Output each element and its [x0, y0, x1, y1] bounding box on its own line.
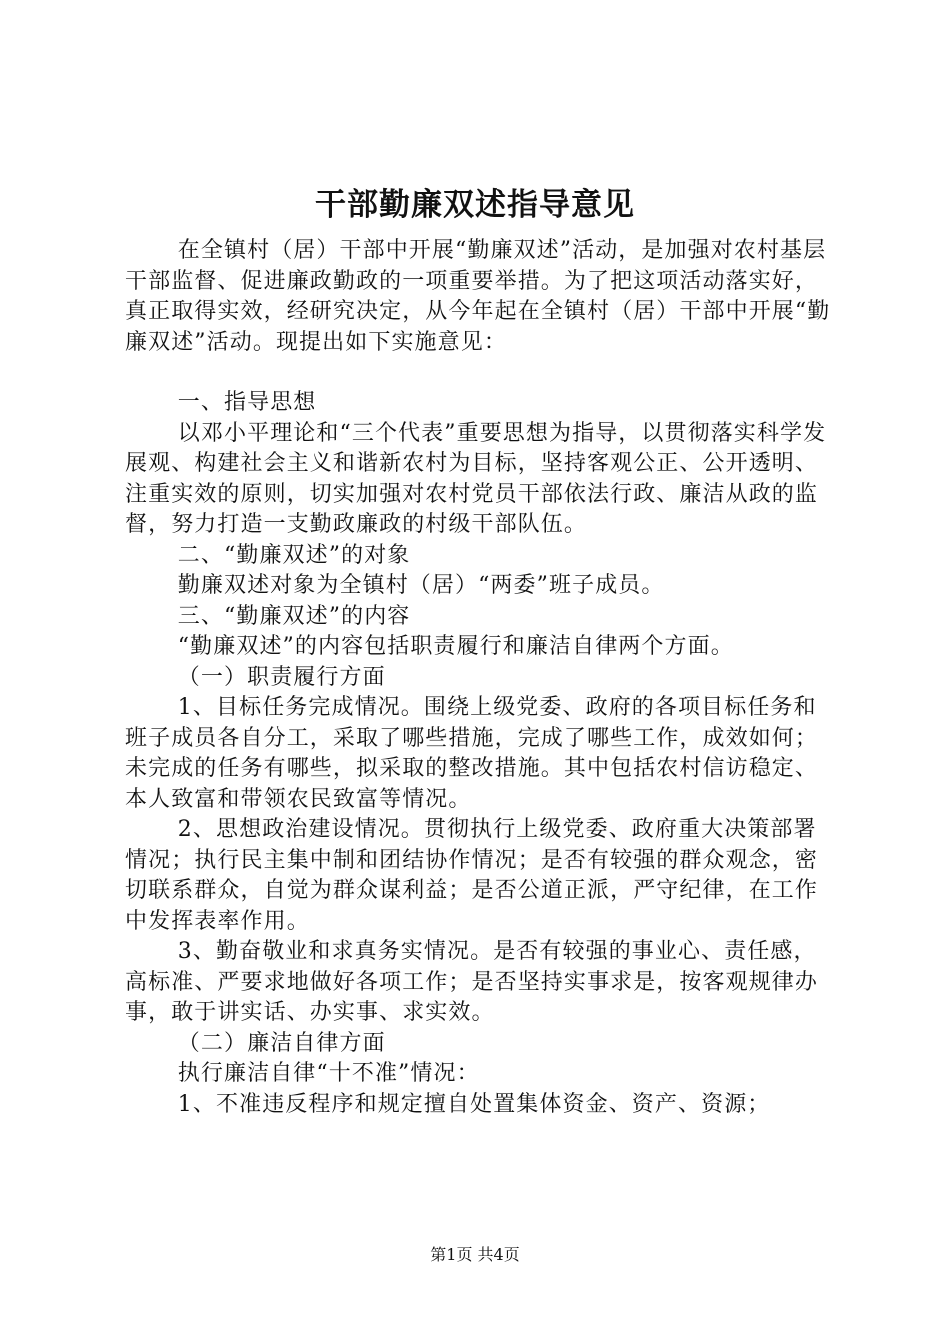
section-3-heading: 三、“勤廉双述”的内容 [177, 603, 411, 629]
paragraph-gap [125, 358, 835, 388]
subsection-2-paragraph: 执行廉洁自律“十不准”情况： [177, 1061, 480, 1086]
item-1-paragraph: 1、目标任务完成情况。围绕上级党委、政府的各项目标任务和班子成员各自分工，采取了哪些措施，完成了哪些工作，成效如何；未完成的任务有哪些，拟采取的整改措施。其中包括农村信访稳定、本人致富和带领农民致富等情况。 [125, 695, 819, 812]
subsection-1-heading: （一）职责履行方面 [177, 664, 386, 690]
section-3-paragraph: “勤廉双述”的内容包括职责履行和廉洁自律两个方面。 [177, 634, 734, 659]
page-footer: 第1页 共4页 [430, 1245, 520, 1264]
section-2-heading: 二、“勤廉双述”的对象 [177, 542, 411, 568]
subsection-2-heading: （二）廉洁自律方面 [177, 1030, 386, 1056]
item-3-paragraph: 3、勤奋敬业和求真务实情况。是否有较强的事业心、责任感，高标准、严要求地做好各项工作；是否坚持实事求是，按客观规律办事，敢于讲实话、办实事、求实效。 [125, 939, 819, 1025]
document-body [125, 236, 835, 1120]
intro-paragraph: 在全镇村（居）干部中开展“勤廉双述”活动，是加强对农村基层干部监督、促进廉政勤政的一项重要举措。为了把这项活动落实好，真正取得实效，经研究决定，从今年起在全镇村（居）干部中开展“勤廉双述”活动。现提出如下实施意见： [125, 238, 831, 355]
section-1-paragraph: 以邓小平理论和“三个代表”重要思想为指导，以贯彻落实科学发展观、构建社会主义和谐新农村为目标，坚持客观公正、公开透明、注重实效的原则，切实加强对农村党员干部依法行政、廉洁从政的监督，努力打造一支勤政廉政的村级干部队伍。 [125, 420, 827, 537]
rule-1-paragraph: 1、不准违反程序和规定擅自处置集体资金、资产、资源； [177, 1091, 771, 1117]
item-2-paragraph: 2、思想政治建设情况。贯彻执行上级党委、政府重大决策部署情况；执行民主集中制和团结协作情况；是否有较强的群众观念，密切联系群众，自觉为群众谋利益；是否公道正派，严守纪律，在工作中发挥表率作用。 [125, 817, 819, 934]
document-title: 干部勤廉双述指导意见 [315, 187, 635, 223]
section-2-paragraph: 勤廉双述对象为全镇村（居）“两委”班子成员。 [177, 573, 665, 598]
section-1-heading: 一、指导思想 [177, 390, 317, 415]
